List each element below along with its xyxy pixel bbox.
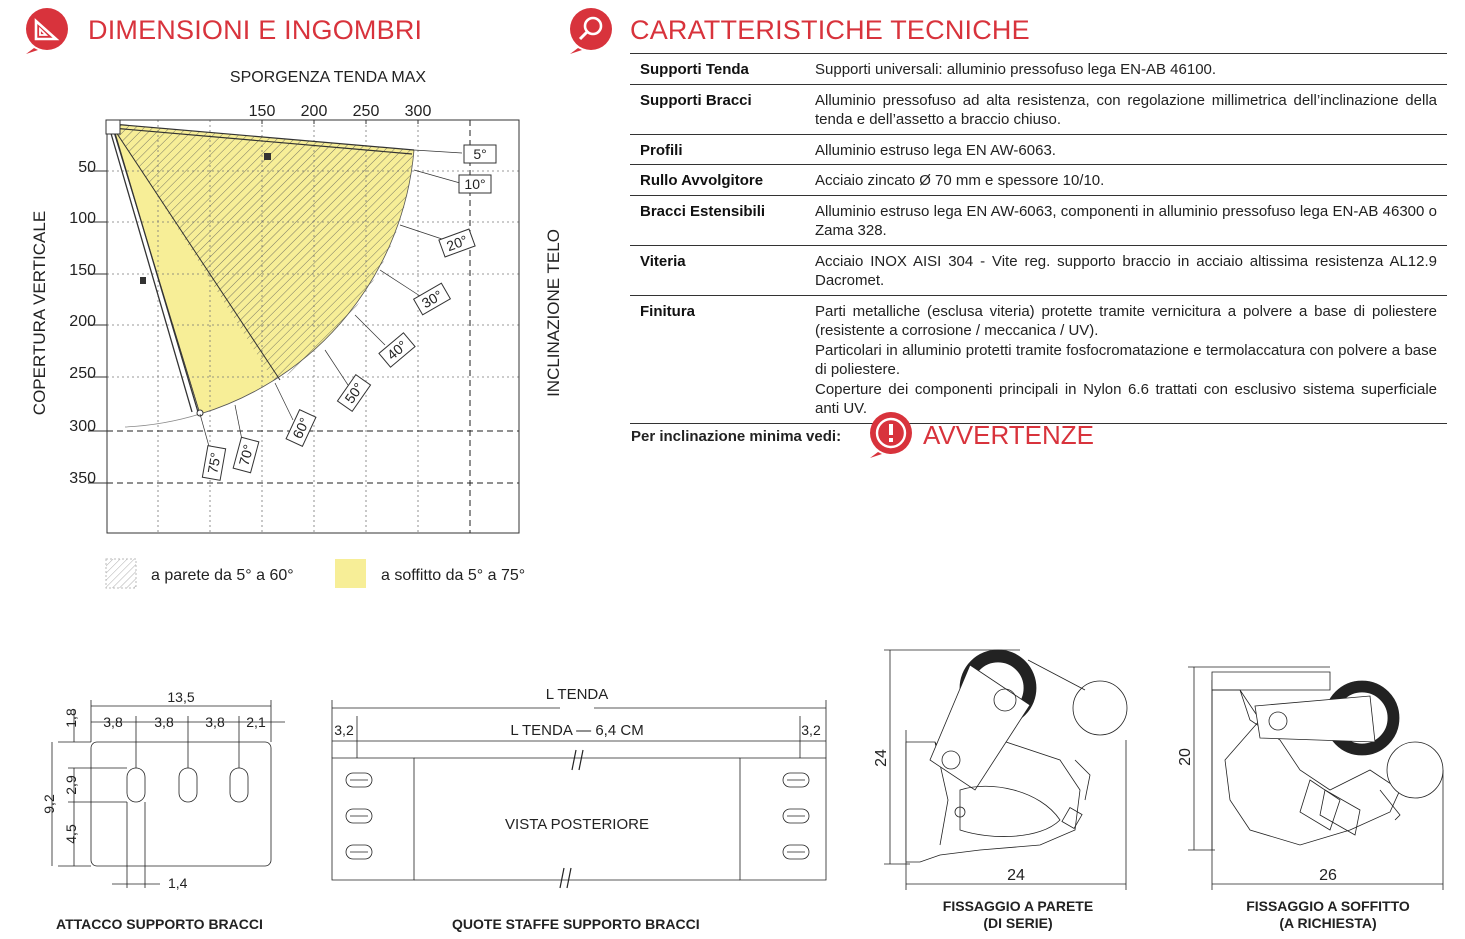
chart-y-label: COPERTURA VERTICALE xyxy=(30,210,49,416)
y-tick: 300 xyxy=(69,418,96,435)
spec-value: Acciaio INOX AISI 304 - Vite reg. supporto braccio in acciaio altissima resistenza AL12.9 Dacromet. xyxy=(805,245,1447,295)
angle-label: 30° xyxy=(418,286,446,312)
spec-value: Supporti universali: alluminio pressofuso lega EN-AB 46100. xyxy=(805,54,1447,85)
angle-label: 10° xyxy=(464,176,486,192)
legend-swatch-ceiling xyxy=(335,559,366,588)
dim-lower: 4,5 xyxy=(63,824,79,844)
caption-wall-mount xyxy=(918,898,1118,932)
dim-b: 3,8 xyxy=(154,714,174,730)
spec-row xyxy=(630,134,1447,165)
caption-wall-mount-line1: FISSAGGIO A PARETE xyxy=(942,898,1094,914)
x-tick: 200 xyxy=(300,103,328,120)
dim-l-tenda-minus: L TENDA — 6,4 CM xyxy=(510,722,644,739)
dim-wall-width: 24 xyxy=(1007,867,1025,884)
dim-l-tenda: L TENDA xyxy=(545,686,609,703)
specs-table xyxy=(630,53,1447,424)
caption-ceiling-mount xyxy=(1228,898,1428,932)
warning-link[interactable]: AVVERTENZE xyxy=(923,420,1094,450)
rear-view-label: VISTA POSTERIORE xyxy=(505,816,649,833)
ruler-icon xyxy=(22,6,72,56)
y-tick: 50 xyxy=(78,159,96,176)
caption-brackets: QUOTE STAFFE SUPPORTO BRACCI xyxy=(452,916,700,932)
legend-label-wall: a parete da 5° a 60° xyxy=(151,567,294,584)
chart-top-label: SPORGENZA TENDA MAX xyxy=(229,69,427,86)
dim-right: 3,2 xyxy=(801,722,821,738)
legend-swatch-wall xyxy=(106,559,136,588)
legend-label-ceiling: a soffitto da 5° a 75° xyxy=(381,567,526,584)
dim-ceiling-height: 20 xyxy=(1177,748,1194,766)
chart-right-label: INCLINAZIONE TELO xyxy=(544,229,563,397)
y-tick: 100 xyxy=(69,210,96,227)
y-tick: 200 xyxy=(69,313,96,330)
caption-ceiling-mount-line1: FISSAGGIO A SOFFITTO xyxy=(1246,898,1410,914)
y-tick: 250 xyxy=(69,365,96,382)
angle-label: 5° xyxy=(473,146,487,162)
drawing-brackets xyxy=(320,680,840,895)
dim-left: 3,2 xyxy=(334,722,354,738)
angle-label: 40° xyxy=(383,337,411,363)
spec-label: Supporti Bracci xyxy=(630,84,805,134)
dim-d: 2,1 xyxy=(246,714,266,730)
spec-value: Parti metalliche (esclusa viteria) protette tramite vernicitura a polvere a base di poliestere (resistente a corrosione / meccanica / UV). Particolari in alluminio protetti tramite fosfocromatazione e termolaccatura con polvere a base di poliestere. Coperture dei componenti principali in Nylon 6.6 trattati con esclusivo sistema superficiale anti UV. xyxy=(805,295,1447,423)
dim-ceiling-width: 26 xyxy=(1319,867,1337,884)
spec-label: Bracci Estensibili xyxy=(630,195,805,245)
dim-height: 9,2 xyxy=(41,794,57,814)
spec-row xyxy=(630,245,1447,295)
section-title-specs: CARATTERISTICHE TECNICHE xyxy=(630,15,1030,45)
angle-label: 20° xyxy=(444,231,470,255)
caption-wall-mount-line2: (DI SERIE) xyxy=(983,915,1053,931)
spec-label: Rullo Avvolgitore xyxy=(630,165,805,196)
spec-label: Finitura xyxy=(630,295,805,423)
y-tick: 150 xyxy=(69,262,96,279)
warning-prefix: Per inclinazione minima vedi: xyxy=(631,428,842,445)
drawing-ceiling-mount xyxy=(1170,655,1460,895)
warning-icon xyxy=(866,410,916,460)
y-tick: 350 xyxy=(69,470,96,487)
x-tick: 250 xyxy=(352,103,380,120)
coverage-chart xyxy=(0,60,600,600)
spec-label: Profili xyxy=(630,134,805,165)
spec-value: Alluminio pressofuso ad alta resistenza, con regolazione millimetrica dell’inclinazione della tenda e dell’assetto a braccio chiuso. xyxy=(805,84,1447,134)
angle-label: 75° xyxy=(204,451,224,475)
caption-ceiling-mount-line2: (A RICHIESTA) xyxy=(1279,915,1377,931)
dim-slot: 2,9 xyxy=(63,775,79,795)
spec-row xyxy=(630,195,1447,245)
dim-a: 3,8 xyxy=(103,714,123,730)
magnifier-icon xyxy=(566,6,616,56)
spec-row xyxy=(630,295,1447,423)
spec-row xyxy=(630,165,1447,196)
spec-label: Supporti Tenda xyxy=(630,54,805,85)
angle-label: 60° xyxy=(289,415,313,441)
caption-arm-support: ATTACCO SUPPORTO BRACCI xyxy=(56,916,263,932)
drawing-wall-mount xyxy=(860,645,1150,895)
x-tick: 300 xyxy=(404,103,432,120)
spec-row xyxy=(630,54,1447,85)
spec-value: Alluminio estruso lega EN AW-6063. xyxy=(805,134,1447,165)
x-tick: 150 xyxy=(248,103,276,120)
spec-label: Viteria xyxy=(630,245,805,295)
dim-top: 1,8 xyxy=(63,708,79,728)
section-title-dimensions: DIMENSIONI E INGOMBRI xyxy=(88,15,423,45)
angle-label: 70° xyxy=(235,442,257,468)
drawing-arm-support-plate xyxy=(30,685,310,900)
angle-label: 50° xyxy=(341,379,367,407)
dim-wall-height: 24 xyxy=(873,749,890,767)
dim-c: 3,8 xyxy=(205,714,225,730)
spec-value: Acciaio zincato Ø 70 mm e spessore 10/10. xyxy=(805,165,1447,196)
dim-bottom: 1,4 xyxy=(168,875,188,891)
spec-row xyxy=(630,84,1447,134)
spec-value: Alluminio estruso lega EN AW-6063, componenti in alluminio pressofuso lega EN-AB 46300 o Zama 328. xyxy=(805,195,1447,245)
dim-total: 13,5 xyxy=(167,689,195,705)
